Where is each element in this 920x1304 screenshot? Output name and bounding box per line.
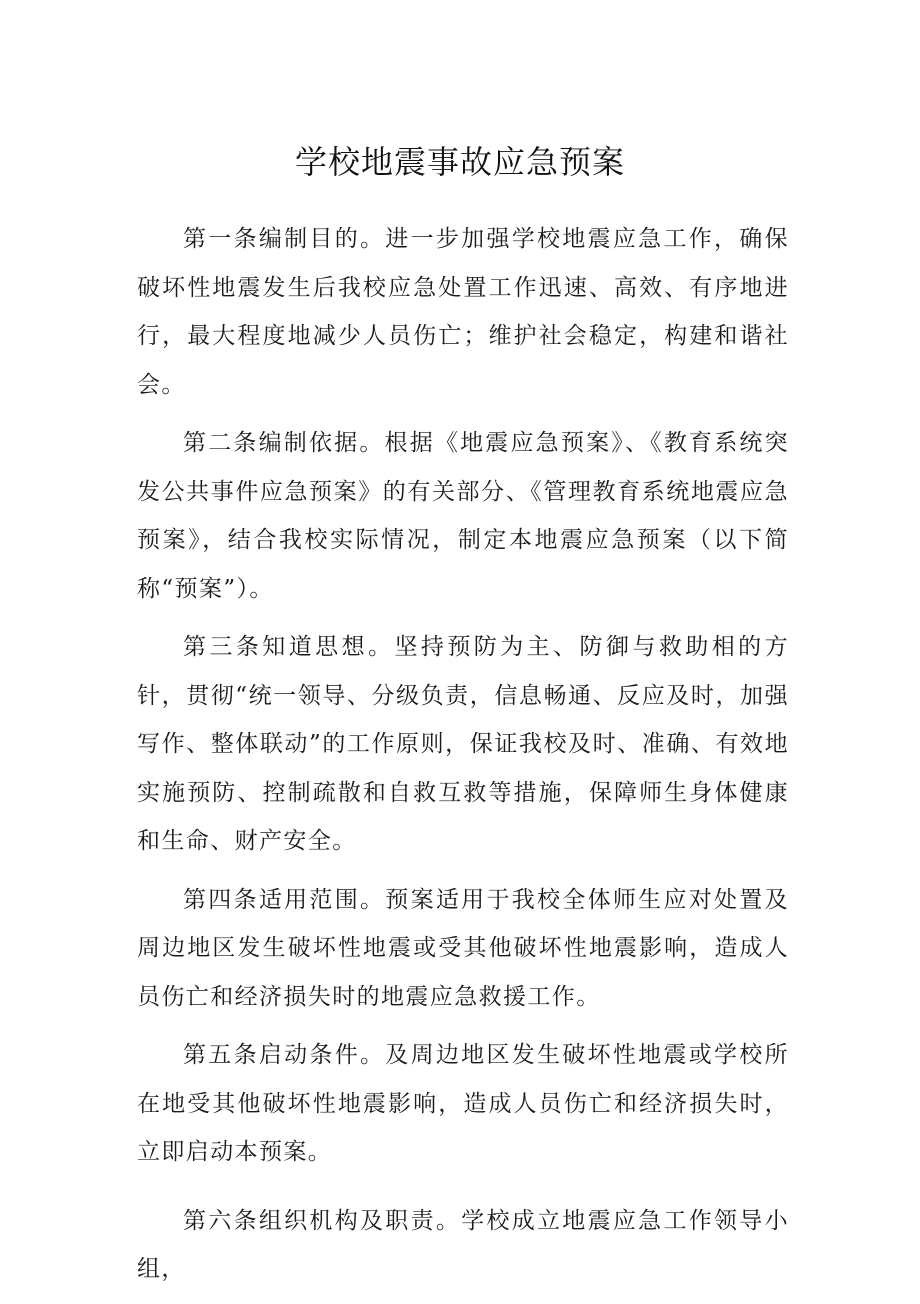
paragraph-article-3: 第三条知道思想。坚持预防为主、防御与救助相的方针，贯彻“统一领导、分级负责，信息畅通、反应及时，加强写作、整体联动”的工作原则，保证我校及时、准确、有效地实施预防、控制疏散和自救互救等措施，保障师生身体健康和生命、财产安全。 [137,634,789,854]
document-title: 学校地震事故应急预案 [294,143,625,181]
document-body [137,215,789,1304]
paragraph-article-1: 第一条编制目的。进一步加强学校地震应急工作，确保破坏性地震发生后我校应急处置工作迅速、高效、有序地进行，最大程度地减少人员伤亡；维护社会稳定，构建和谐社会。 [137,226,789,398]
paragraph-article-4: 第四条适用范围。预案适用于我校全体师生应对处置及周边地区发生破坏性地震或受其他破坏性地震影响，造成人员伤亡和经济损失时的地震应急救援工作。 [137,886,789,1010]
paragraph-article-2: 第二条编制依据。根据《地震应急预案》、《教育系统突发公共事件应急预案》的有关部分、《管理教育系统地震应急预案》，结合我校实际情况，制定本地震应急预案（以下简称“预案”）。 [137,430,789,602]
paragraph-article-6: 第六条组织机构及职责。学校成立地震应急工作领导小组， [137,1207,789,1282]
paragraph-article-5: 第五条启动条件。及周边地区发生破坏性地震或学校所在地受其他破坏性地震影响，造成人员伤亡和经济损失时，立即启动本预案。 [137,1042,789,1165]
